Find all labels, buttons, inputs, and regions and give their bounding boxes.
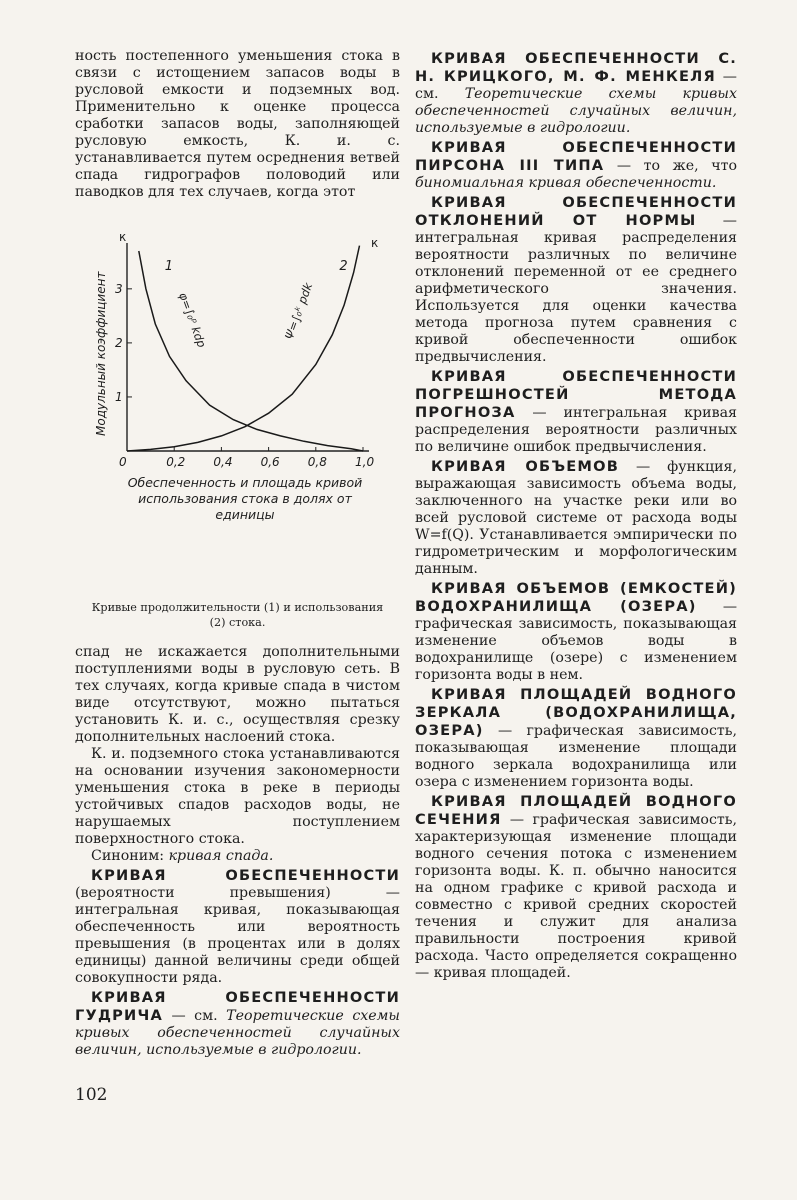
entry-headword: КРИВАЯ ПЛОЩАДЕЙ ВОДНОГО ЗЕРКАЛА (ВОДОХРАНИЛИЩА, ОЗЕРА) <box>415 686 737 739</box>
figure-caption: Кривые продолжительности (1) и использования (2) стока. <box>91 601 384 629</box>
page-number: 102 <box>75 1085 108 1105</box>
entry-headword: КРИВАЯ ОБЕСПЕЧЕННОСТИ ОТКЛОНЕНИЙ ОТ НОРМЫ <box>415 194 737 229</box>
x-tick-label: 0,2 <box>166 455 186 469</box>
synonym-value: кривая спада. <box>168 848 274 864</box>
entry-body: — графическая зависимость, показывающая изменение площади водного зеркала водохранилища или озера с изменением горизонта воды. <box>415 723 737 790</box>
dictionary-entry <box>415 793 737 982</box>
entry-headword: КРИВАЯ ОБЕСПЕЧЕННОСТИ ПОГРЕШНОСТЕЙ МЕТОДА ПРОГНОЗА <box>415 368 737 421</box>
dictionary-entry <box>415 686 737 791</box>
entries-right <box>415 50 737 982</box>
y-tick-label: 1 <box>115 389 123 404</box>
x-tick-label: 0,8 <box>307 455 327 469</box>
entry-body: — графическая зависимость, показывающая изменение объемов воды в водохранилище (озере) с изменением горизонта воды в нем. <box>415 599 738 683</box>
dictionary-entry <box>415 458 737 578</box>
entry-body: — функция, выражающая зависимость объема воды, заключенного на участке реки или во всей русловой системе от расхода воды W=f(Q). Устанавливается эмпирически по гидрометрическим и морфологическим данным. <box>415 459 737 577</box>
synonym-label: Синоним: <box>91 848 165 864</box>
x-axis-label-line: использования стока в долях от <box>138 491 352 506</box>
y-axis-top-label-right: к <box>371 236 379 250</box>
x-axis-label <box>128 475 363 522</box>
series-line-2 <box>127 246 360 451</box>
dictionary-entry <box>75 867 400 987</box>
x-tick-label: 0,4 <box>213 455 233 469</box>
series-formula-label: Ψ=∫₀ᵏ pdk <box>281 280 316 342</box>
series-formula-label: φ=∫₀ᵖ kdp <box>176 290 209 350</box>
entry-headword: КРИВАЯ ОБЪЕМОВ (ЕМКОСТЕЙ) ВОДОХРАНИЛИЩА (ОЗЕРА) <box>415 580 737 615</box>
synonym-line <box>75 848 400 865</box>
series-number-label: 2 <box>339 258 348 274</box>
dictionary-entry <box>415 580 737 684</box>
entry-body: — интегральная кривая распределения вероятности различных по величине ошибок предвычисления. <box>415 405 737 455</box>
dictionary-entry <box>415 50 737 137</box>
dictionary-entry <box>75 989 400 1059</box>
y-tick-label: 3 <box>115 281 123 296</box>
dictionary-entry <box>415 368 737 456</box>
entry-body: — то же, что <box>604 158 737 174</box>
right-column <box>415 48 737 982</box>
entry-body: — см. <box>162 1008 227 1024</box>
entry-headword: КРИВАЯ ОБЕСПЕЧЕННОСТИ <box>91 867 400 884</box>
entry-cross-reference: Теоретические схемы кривых обеспеченностей случайных величин, используемые в гидрологии. <box>75 1008 400 1058</box>
entry-headword: КРИВАЯ ОБЕСПЕЧЕННОСТИ ПИРСОНА III ТИПА <box>415 139 737 174</box>
dictionary-entry <box>415 194 737 366</box>
series-number-label: 1 <box>164 258 174 274</box>
left-text-continuation: спад не искажается дополнительными поступлениями воды в русловую сеть. В тех случаях, когда кривые спада в чистом виде отсутствуют, можно пытаться установить К. и. с., осуществляя срезку дополнительных наслоений стока. <box>75 644 400 745</box>
y-tick-label: 2 <box>115 335 123 350</box>
entry-cross-reference: биномиальная кривая обеспеченности. <box>415 175 717 191</box>
figure-duration-curves <box>75 229 400 591</box>
left-text-groundwater: К. и. подземного стока устанавливаются на основании изучения закономерности уменьшения стока в реке в периоды устойчивых спадов расходов воды, не нарушаемых поступлением поверхностного стока. <box>75 746 400 847</box>
entry-body: — интегральная кривая распределения вероятности различных по величине отклонений переменной от ее среднего арифметического значения. Используется для оценки качества метода прогноза путем сравнения с кривой обеспеченности ошибок предвычисления. <box>415 213 737 365</box>
dictionary-entry <box>415 139 737 192</box>
y-axis-top-label: к <box>119 230 127 244</box>
left-column <box>75 48 400 1059</box>
x-tick-label: 0,6 <box>260 455 280 469</box>
entry-headword: КРИВАЯ ПЛОЩАДЕЙ ВОДНОГО СЕЧЕНИЯ <box>415 793 737 828</box>
left-text-top: ность постепенного уменьшения стока в связи с истощением запасов воды в русловой емкости и подземных вод. Применительно к оценке процесса сработки запасов воды, заполняющей русловую емкость, К. и. с. устанавливается путем осреднения ветвей спада гидрографов половодий или паводков для тех случаев, когда этот <box>75 48 400 200</box>
series-line-1 <box>139 251 363 451</box>
entry-cross-reference: Теоретические схемы кривых обеспеченностей случайных величин, используемые в гидрологии. <box>415 86 737 136</box>
x-tick-label: 0 <box>119 455 127 469</box>
entry-body: — см. <box>415 69 737 102</box>
entry-headword: КРИВАЯ ОБЪЕМОВ <box>431 458 620 475</box>
entry-headword: КРИВАЯ ОБЕСПЕЧЕННОСТИ ГУДРИЧА <box>75 989 400 1024</box>
entry-body: — графическая зависимость, характеризующая изменение площади водного сечения потока с изменением горизонта воды. К. п. обычно наносится на одном графике с кривой расхода и совместно с кривой средних скоростей течения и служит для анализа правильности построения кривой расхода. Часто определяется сокращенно — кривая площадей. <box>415 812 737 981</box>
y-axis-label: Модульный коэффициент <box>94 271 108 436</box>
entry-headword: КРИВАЯ ОБЕСПЕЧЕННОСТИ С. Н. КРИЦКОГО, М. Ф. МЕНКЕЛЯ <box>415 50 737 85</box>
entry-body: (вероятности превышения) — интегральная кривая, показывающая обеспеченность или вероятность превышения (в процентах или в долях единицы) данной величины среди общей совокупности ряда. <box>75 885 400 986</box>
x-axis-label-line: единицы <box>215 507 275 522</box>
x-axis-label-line: Обеспеченность и площадь кривой <box>127 475 363 490</box>
chart-svg <box>75 229 400 591</box>
entries-left <box>75 867 400 1059</box>
x-tick-label: 1,0 <box>355 455 375 469</box>
